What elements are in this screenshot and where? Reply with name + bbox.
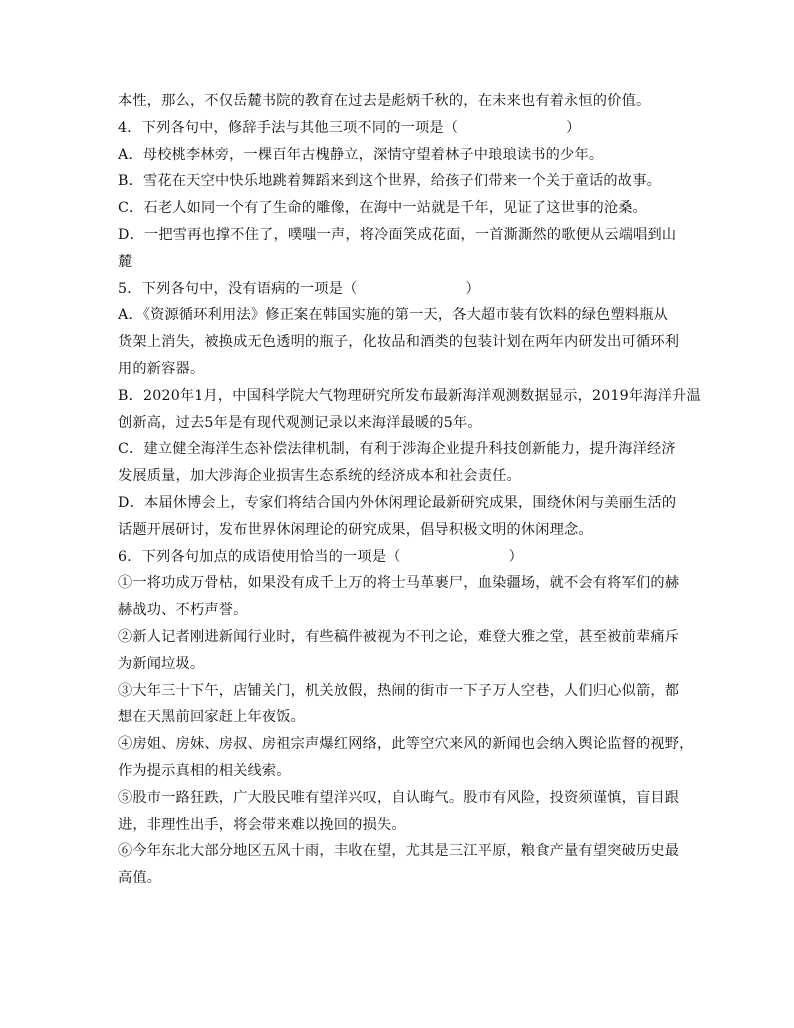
- question-4-text: 4．下列各句中，修辞手法与其他三项不同的一项是（: [118, 119, 459, 136]
- question-6-item-6-line-1: ⑥今年东北大部分地区五风十雨，丰收在望，尤其是三江平原，粮食产量有望突破历史最: [118, 843, 680, 860]
- closing-paren: ）: [566, 119, 581, 136]
- text-line-intro: 本性，那么，不仅岳麓书院的教育在过去是彪炳千秋的，在未来也有着永恒的价值。: [118, 93, 651, 109]
- question-5-option-a-line-1: A．《资源循环利用法》修正案在韩国实施的第一天，各大超市装有饮料的绿色塑料瓶从: [118, 307, 669, 324]
- question-4-option-d-continued: 麓: [118, 253, 133, 270]
- question-5-text: 5．下列各句中，没有语病的一项是（: [118, 280, 358, 297]
- question-6-item-2-line-2: 为新闻垃圾。: [118, 655, 205, 672]
- question-5-stem: [118, 276, 678, 303]
- question-5-option-b-line-2: 创新高，过去5年是有现代观测记录以来海洋最暖的5年。: [118, 414, 482, 431]
- question-4-option-b: B．雪花在天空中快乐地跳着舞蹈来到这个世界，给孩子们带来一个关于童话的故事。: [118, 173, 661, 190]
- question-5-option-a-line-3: 用的新容器。: [118, 360, 205, 377]
- document-page: [118, 88, 701, 892]
- question-6-item-3-line-2: 想在天黑前回家赶上年夜饭。: [118, 709, 306, 726]
- question-6-item-1-line-2: 赫战功、不朽声誉。: [118, 602, 248, 619]
- question-6-item-1-line-1: ①一将功成万骨枯，如果没有成千上万的将士马革裹尸，血染疆场，就不会有将军们的赫: [118, 575, 680, 592]
- question-5-option-a-line-2: 货架上消失，被换成无色透明的瓶子，化妆品和酒类的包装计划在两年内研发出可循环利: [118, 334, 680, 351]
- question-4-option-a: A．母校桃李林旁，一棵百年古槐静立，深情守望着林子中琅琅读书的少年。: [118, 146, 604, 163]
- question-6-item-2-line-1: ②新人记者刚进新闻行业时，有些稿件被视为不刊之论，难登大雅之堂，甚至被前辈痛斥: [118, 628, 680, 645]
- question-6-item-5-line-1: ⑤股市一路狂跌，广大股民唯有望洋兴叹，自认晦气。股市有风险，投资须谨慎，盲目跟: [118, 789, 680, 806]
- question-5-option-c-line-1: C．建立健全海洋生态补偿法律机制，有利于涉海企业提升科技创新能力，提升海洋经济: [118, 441, 676, 458]
- question-5-option-d-line-2: 话题开展研讨，发布世界休闲理论的研究成果，倡导积极文明的休闲理念。: [118, 521, 593, 538]
- question-4-option-d: D．一把雪再也撑不住了，噗嗤一声，将冷面笑成花面，一首澌澌然的歌便从云端唱到山: [118, 226, 677, 243]
- question-4-stem: [118, 115, 678, 142]
- question-6-stem: [118, 544, 678, 571]
- question-6-item-4-line-2: 作为提示真相的相关线索。: [118, 762, 291, 779]
- closing-paren: ）: [508, 548, 523, 565]
- question-4-option-c: C．石老人如同一个有了生命的雕像，在海中一站就是千年，见证了这世事的沧桑。: [118, 200, 648, 217]
- question-5-option-c-line-2: 发展质量，加大涉海企业损害生态系统的经济成本和社会责任。: [118, 468, 521, 485]
- closing-paren: ）: [465, 280, 480, 297]
- question-5-option-d-line-1: D．本届休博会上，专家们将结合国内外休闲理论最新研究成果，围绕休闲与美丽生活的: [118, 494, 677, 511]
- question-6-item-4-line-1: ④房姐、房妹、房叔、房祖宗声爆红网络，此等空穴来风的新闻也会纳入舆论监督的视野，: [118, 736, 694, 753]
- question-5-option-b-line-1: B．2020年1月，中国科学院大气物理研究所发布最新海洋观测数据显示，2019年海洋升温: [118, 387, 701, 404]
- question-6-text: 6．下列各句加点的成语使用恰当的一项是（: [118, 548, 401, 565]
- question-6-item-6-line-2: 高值。: [118, 870, 162, 887]
- question-6-item-5-line-2: 进，非理性出手，将会带来难以挽回的损失。: [118, 816, 406, 833]
- question-6-item-3-line-1: ③大年三十下午，店铺关门，机关放假，热闹的街市一下子万人空巷，人们归心似箭，都: [118, 682, 680, 699]
